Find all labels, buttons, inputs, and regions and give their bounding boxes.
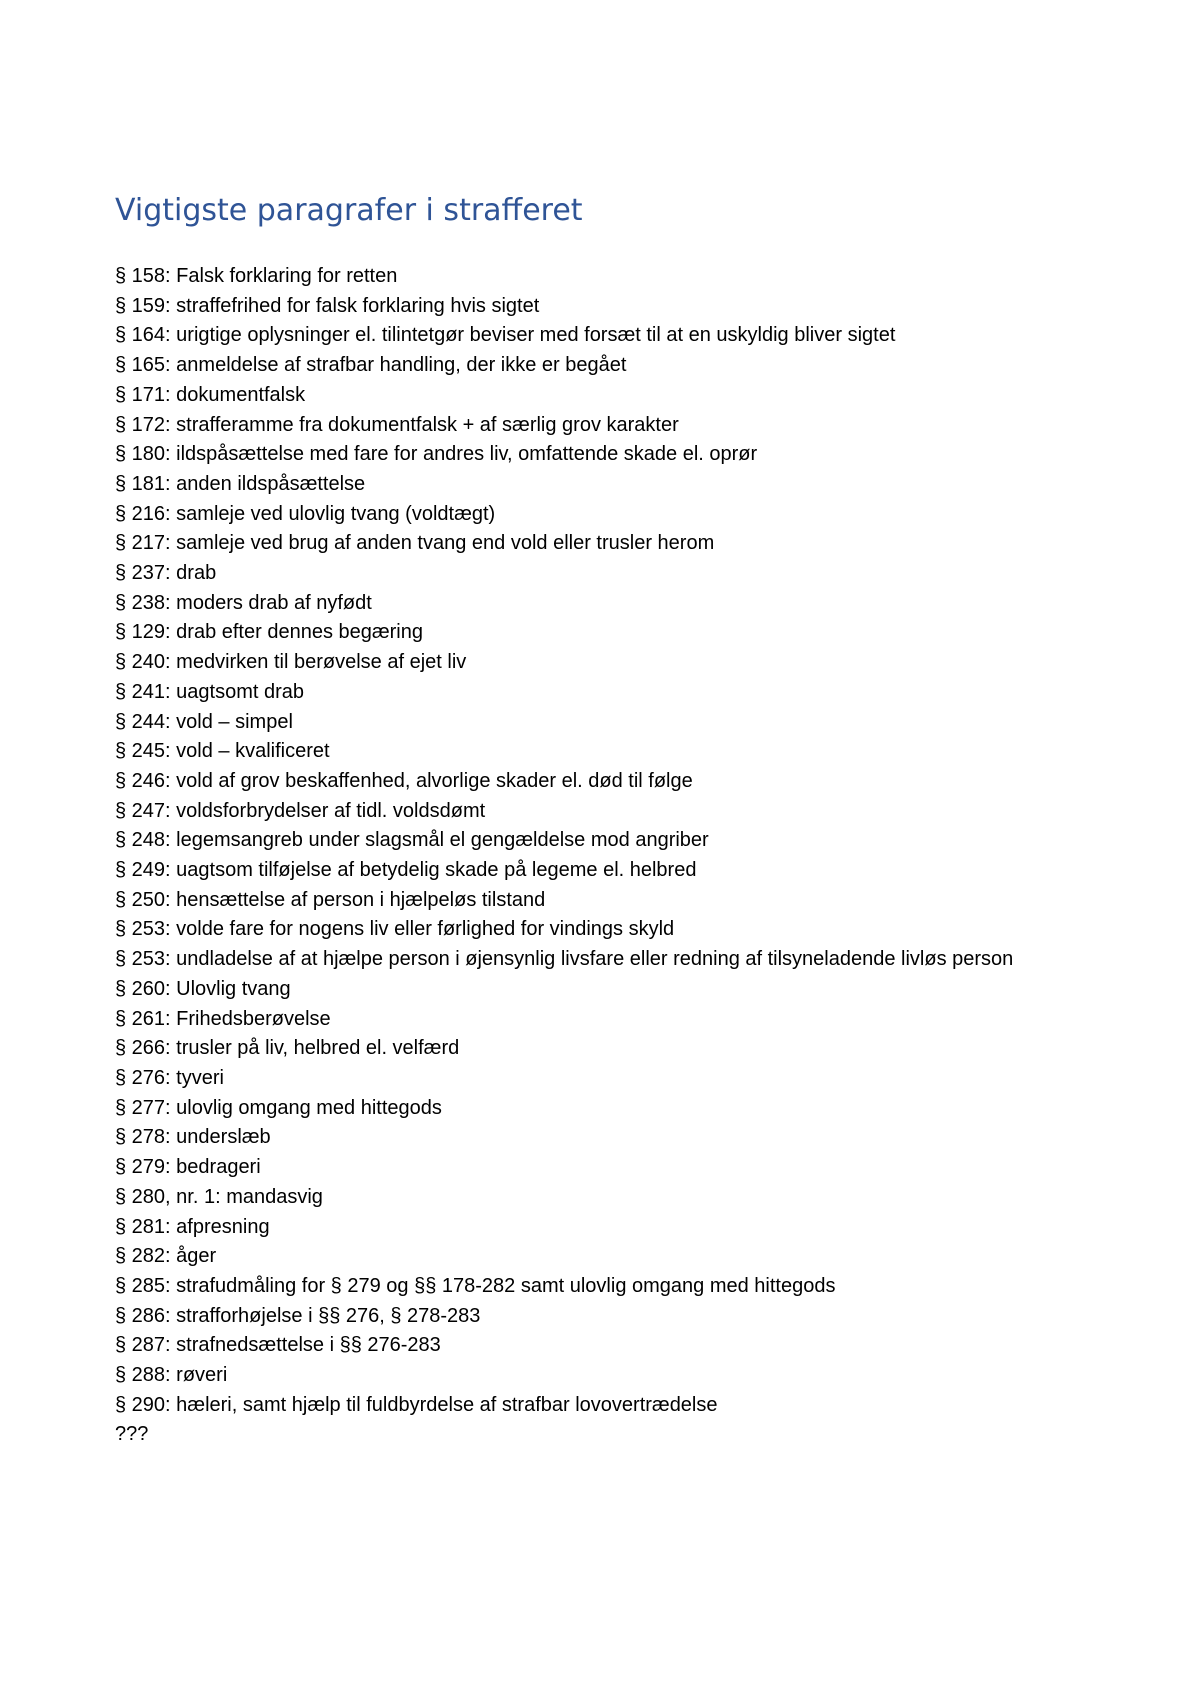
list-item: § 261: Frihedsberøvelse [115,1007,331,1030]
list-item: § 279: bedrageri [115,1156,261,1179]
list-item: § 247: voldsforbrydelser af tidl. voldsdømt [115,799,486,822]
document-heading: Vigtigste paragrafer i strafferet [115,193,583,228]
list-item: § 244: vold – simpel [115,710,293,733]
list-item: § 288: røveri [115,1364,228,1387]
list-item: § 276: tyveri [115,1066,224,1089]
paragraph-list [115,262,1055,1450]
list-item: § 159: straffefrihed for falsk forklaring hvis sigtet [115,294,540,317]
list-item: § 237: drab [115,562,217,585]
list-item: § 249: uagtsom tilføjelse af betydelig skade på legeme el. helbred [115,859,697,882]
list-item: § 241: uagtsomt drab [115,680,305,703]
list-item: § 253: volde fare for nogens liv eller førlighed for vindings skyld [115,918,675,941]
list-item: § 282: åger [115,1245,217,1268]
list-item: § 181: anden ildspåsættelse [115,472,366,495]
list-item: § 250: hensættelse af person i hjælpeløs tilstand [115,888,546,911]
list-item: § 278: underslæb [115,1126,271,1149]
list-item: § 180: ildspåsættelse med fare for andres liv, omfattende skade el. oprør [115,443,758,466]
list-item: § 266: trusler på liv, helbred el. velfærd [115,1037,460,1060]
list-item: § 260: Ulovlig tvang [115,977,291,1000]
list-item: § 281: afpresning [115,1215,270,1238]
list-item: § 290: hæleri, samt hjælp til fuldbyrdelse af strafbar lovovertrædelse [115,1393,718,1416]
list-item: § 216: samleje ved ulovlig tvang (voldtægt) [115,502,496,525]
list-item: § 217: samleje ved brug af anden tvang end vold eller trusler herom [115,532,715,555]
list-item: ??? [115,1423,149,1446]
list-item: § 164: urigtige oplysninger el. tilintetgør beviser med forsæt til at en uskyldig bliver sigtet [115,324,896,347]
list-item: § 277: ulovlig omgang med hittegods [115,1096,442,1119]
list-item: § 171: dokumentfalsk [115,383,306,406]
list-item: § 285: strafudmåling for § 279 og §§ 178-282 samt ulovlig omgang med hittegods [115,1274,836,1297]
list-item: § 172: strafferamme fra dokumentfalsk + af særlig grov karakter [115,413,679,436]
list-item: § 238: moders drab af nyfødt [115,591,372,614]
list-item: § 287: strafnedsættelse i §§ 276-283 [115,1334,441,1357]
list-item: § 280, nr. 1: mandasvig [115,1185,323,1208]
list-item: § 240: medvirken til berøvelse af ejet liv [115,651,467,674]
list-item: § 158: Falsk forklaring for retten [115,265,398,287]
list-item: § 245: vold – kvalificeret [115,740,330,763]
list-item: § 253: undladelse af at hjælpe person i øjensynlig livsfare eller redning af tilsyneladende livløs person [115,948,1014,971]
list-item: § 248: legemsangreb under slagsmål el gengældelse mod angriber [115,829,709,852]
list-item: § 286: strafforhøjelse i §§ 276, § 278-283 [115,1304,481,1327]
list-item: § 129: drab efter dennes begæring [115,621,423,644]
list-item: § 165: anmeldelse af strafbar handling, der ikke er begået [115,354,627,377]
list-item: § 246: vold af grov beskaffenhed, alvorlige skader el. død til følge [115,769,693,792]
